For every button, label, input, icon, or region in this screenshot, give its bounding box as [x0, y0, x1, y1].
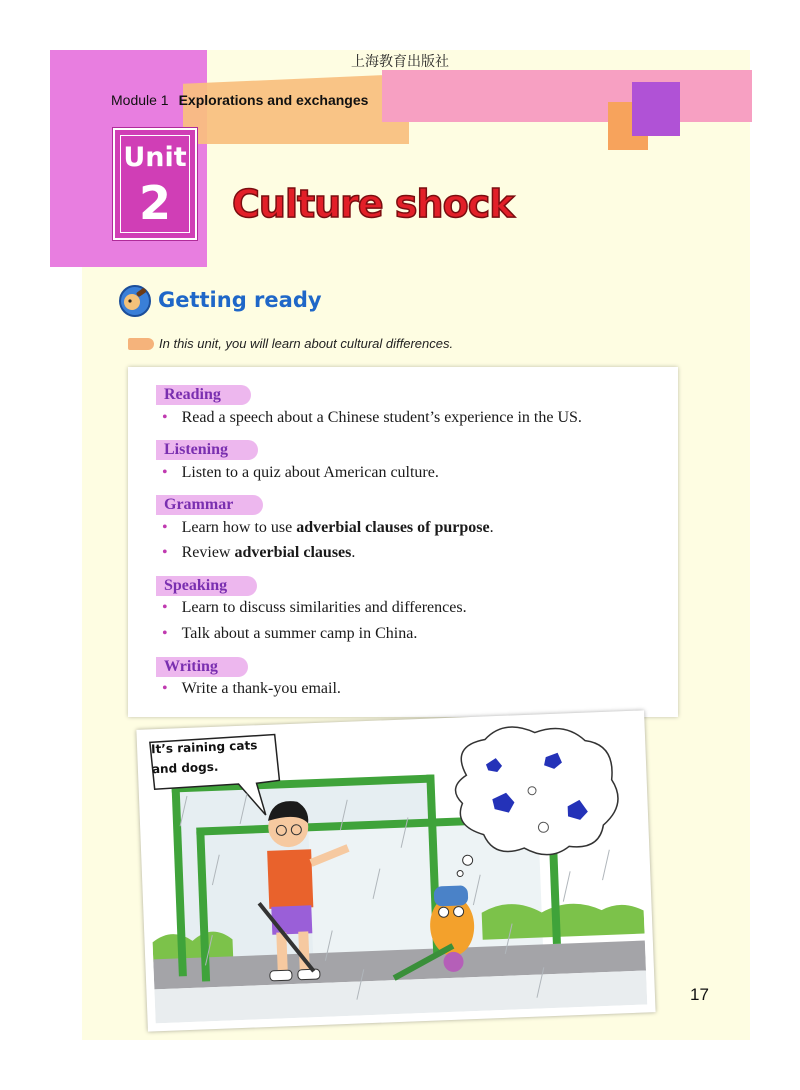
objective-item: • Read a speech about a Chinese student’s experience in the US. — [162, 409, 582, 426]
unit-badge — [113, 128, 197, 240]
section-label-writing: Writing — [156, 657, 248, 677]
module-heading — [111, 92, 368, 108]
purple-square-decoration — [632, 82, 680, 136]
section-label-grammar: Grammar — [156, 495, 263, 515]
objective-item: • Learn how to use adverbial clauses of purpose. — [162, 519, 494, 536]
objective-item: • Talk about a summer camp in China. — [162, 625, 418, 642]
unit-intro-text: In this unit, you will learn about cultural differences. — [159, 336, 454, 351]
speech-bubble-text: It’s raining cats and dogs. — [150, 738, 258, 777]
publisher-name: 上海教育出版社 — [351, 54, 449, 70]
module-number: Module 1 — [111, 92, 169, 108]
section-label-listening: Listening — [156, 440, 258, 460]
intro-tab-marker — [128, 338, 154, 350]
objective-item: • Listen to a quiz about American culture. — [162, 464, 439, 481]
objective-item: • Review adverbial clauses. — [162, 544, 356, 561]
section-label-reading: Reading — [156, 385, 251, 405]
getting-ready-heading: Getting ready — [158, 288, 322, 312]
pink-header-band — [382, 70, 752, 122]
section-label-speaking: Speaking — [156, 576, 257, 596]
page-number: 17 — [690, 985, 709, 1004]
module-title: Explorations and exchanges — [178, 92, 369, 108]
unit-title: Culture shock — [232, 182, 514, 226]
rain-cartoon-illustration — [136, 710, 655, 1031]
objective-item: • Learn to discuss similarities and differences. — [162, 599, 467, 616]
unit-number: 2 — [138, 176, 171, 230]
getting-ready-icon — [118, 284, 152, 318]
objective-item: • Write a thank-you email. — [162, 680, 341, 697]
orange-header-band — [183, 74, 409, 144]
unit-word: Unit — [123, 142, 187, 173]
